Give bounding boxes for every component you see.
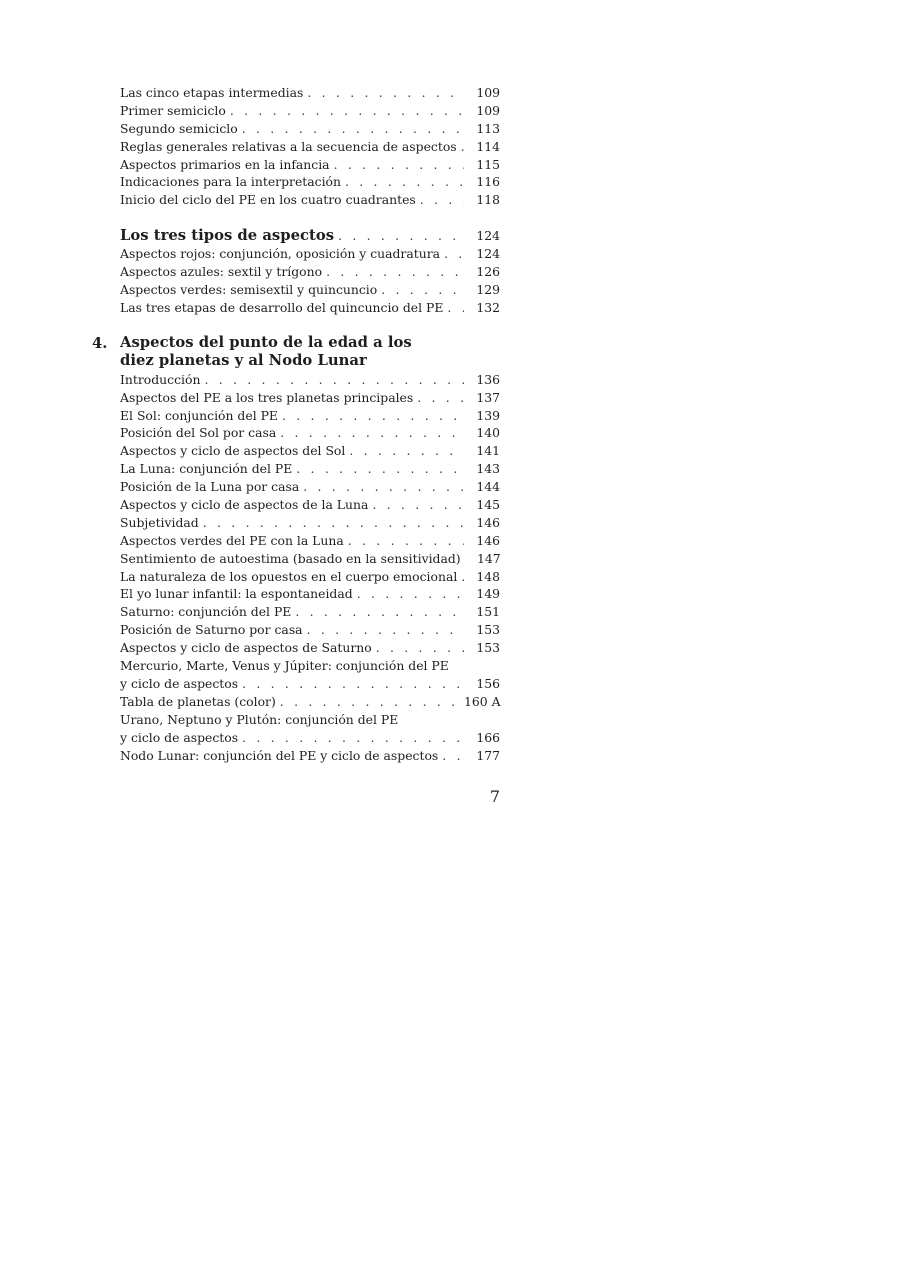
toc-entry-page: 143 <box>476 461 500 477</box>
toc-entry-continued <box>120 711 500 729</box>
toc-entry-title: Aspectos rojos: conjunción, oposición y cuadratura <box>120 246 441 262</box>
toc-entry-page: 146 <box>476 532 500 548</box>
toc-entry-page: 115 <box>476 156 500 172</box>
dot-leader <box>242 729 464 747</box>
dot-leader <box>203 514 464 532</box>
toc-entry <box>120 371 500 389</box>
toc-entry <box>120 102 500 120</box>
dot-leader <box>376 639 464 657</box>
toc-entry-page: 129 <box>476 282 500 298</box>
toc-entry-title: Subjetividad <box>120 514 199 530</box>
toc-entry <box>120 532 500 550</box>
toc-entry <box>120 245 500 263</box>
toc-entry-page: 126 <box>476 264 500 280</box>
toc-entry <box>120 299 500 317</box>
toc-entry-page: 140 <box>476 425 500 441</box>
dot-leader <box>357 585 464 603</box>
dot-leader <box>349 442 464 460</box>
toc-entry-title: Aspectos primarios en la infancia <box>120 156 330 172</box>
toc-entry <box>120 621 500 639</box>
toc-entry-page: 109 <box>476 102 500 118</box>
toc-entry-page: 156 <box>476 675 500 691</box>
toc-entry-continued <box>120 657 500 675</box>
toc-entry-title: Posición de Saturno por casa <box>120 622 303 638</box>
dot-leader <box>242 675 464 693</box>
dot-leader <box>307 621 464 639</box>
toc-entry <box>120 568 500 586</box>
toc-entry-title: Reglas generales relativas a la secuencia de aspectos <box>120 138 457 154</box>
toc-entry <box>120 424 500 442</box>
toc-entry-title: Aspectos y ciclo de aspectos del Sol <box>120 443 346 459</box>
toc-entry-title: Aspectos y ciclo de aspectos de la Luna <box>120 497 369 513</box>
toc-entry-title: Indicaciones para la interpretación <box>120 174 341 190</box>
toc-entry-title: Segundo semiciclo <box>120 120 238 136</box>
dot-leader <box>348 532 464 550</box>
toc-entry-title: Aspectos y ciclo de aspectos de Saturno <box>120 640 372 656</box>
chapter-number: 4. <box>92 334 108 352</box>
toc-entry <box>120 389 500 407</box>
toc-entry <box>120 138 500 156</box>
toc-entry-title: Tabla de planetas (color) <box>120 693 276 709</box>
toc-entry <box>120 263 500 281</box>
toc-entry-title: Aspectos verdes: semisextil y quincuncio <box>120 282 378 298</box>
dot-leader <box>444 245 464 263</box>
toc-entry-title: Las cinco etapas intermedias <box>120 85 304 100</box>
toc-entry-title: El yo lunar infantil: la espontaneidad <box>120 586 353 602</box>
toc-entry-title: Primer semiciclo <box>120 102 226 118</box>
toc-entry-title: Posición de la Luna por casa <box>120 479 300 495</box>
spacer <box>120 209 500 226</box>
dot-leader <box>296 460 464 478</box>
dot-leader <box>381 281 464 299</box>
toc-entry <box>120 442 500 460</box>
dot-leader <box>447 299 464 317</box>
toc-entry <box>120 460 500 478</box>
dot-leader <box>420 191 464 209</box>
dot-leader <box>372 496 464 514</box>
dot-leader <box>307 84 464 102</box>
toc-entry-title: Inicio del ciclo del PE en los cuatro cuadrantes <box>120 192 416 208</box>
toc-entry-page: 145 <box>476 497 500 513</box>
toc-entry-page: 144 <box>476 479 500 495</box>
toc-entry <box>120 281 500 299</box>
toc-entry <box>120 585 500 603</box>
toc-entry <box>120 550 500 568</box>
toc-entry-page: 166 <box>476 729 500 745</box>
toc-entry-title: Aspectos del PE a los tres planetas principales <box>120 389 414 405</box>
chapter-title: Aspectos del punto de la edad a los diez planetas y al Nodo Lunar <box>120 333 412 370</box>
toc-entry-page: 146 <box>476 514 500 530</box>
toc-entry-title: Aspectos azules: sextil y trígono <box>120 264 323 280</box>
toc-entry-page: 116 <box>476 174 500 190</box>
toc-entry-page: 160 A <box>464 693 501 709</box>
toc-chapter-4 <box>92 333 501 765</box>
dot-leader <box>230 102 464 120</box>
toc-entry-page: 124 <box>476 228 500 244</box>
toc-section-title: Los tres tipos de aspectos <box>120 227 335 245</box>
toc-entry-title: La naturaleza de los opuestos en el cuerpo emocional <box>120 568 458 584</box>
toc-entry-title: y ciclo de aspectos <box>120 675 239 691</box>
dot-leader <box>345 173 464 191</box>
toc-entry-page: 153 <box>476 640 500 656</box>
toc-entry <box>120 729 500 747</box>
toc-entry-title: Urano, Neptuno y Plutón: conjunción del PE <box>120 711 399 727</box>
toc-entry <box>120 639 500 657</box>
dot-leader <box>303 478 464 496</box>
dot-leader <box>242 120 464 138</box>
dot-leader <box>280 693 464 711</box>
toc-entry-page: 149 <box>476 586 500 602</box>
toc-entry <box>120 156 500 174</box>
toc-entry-page: 177 <box>476 747 500 763</box>
toc-entry-page: 132 <box>476 299 500 315</box>
toc-entry-title: Aspectos verdes del PE con la Luna <box>120 532 344 548</box>
dot-leader <box>295 603 464 621</box>
toc-entry <box>120 191 500 209</box>
toc-group-intermediate-stages <box>120 84 500 209</box>
dot-leader <box>326 263 464 281</box>
toc-entry <box>120 514 500 532</box>
dot-leader <box>417 389 464 407</box>
toc-entry-page: 147 <box>476 550 501 566</box>
toc-entry-title: Nodo Lunar: conjunción del PE y ciclo de aspectos <box>120 747 439 763</box>
toc-entry <box>120 173 500 191</box>
toc-entry-page: 153 <box>476 622 500 638</box>
toc-entry <box>120 407 500 425</box>
dot-leader <box>282 407 464 425</box>
toc-section-heading <box>120 226 500 245</box>
toc-entry-title: Sentimiento de autoestima (basado en la sensitividad) <box>120 550 461 566</box>
toc-entry-title: Posición del Sol por casa <box>120 425 277 441</box>
toc-entry-page: 114 <box>476 138 500 154</box>
toc-entry-title: Las tres etapas de desarrollo del quincuncio del PE <box>120 299 444 315</box>
toc-entry-title: El Sol: conjunción del PE <box>120 407 278 423</box>
toc-entry <box>120 84 500 102</box>
toc-entry-title: Introducción <box>120 371 201 387</box>
toc-entry-title: Saturno: conjunción del PE <box>120 604 292 620</box>
toc-entry <box>120 120 500 138</box>
dot-leader <box>442 747 464 765</box>
toc-entry-page: 136 <box>476 371 500 387</box>
toc-entry <box>120 693 500 711</box>
table-of-contents <box>92 84 501 764</box>
toc-entry-title: Mercurio, Marte, Venus y Júpiter: conjunción del PE <box>120 658 449 674</box>
toc-group-three-aspect-types <box>120 226 500 317</box>
toc-entry-page: 109 <box>476 85 500 100</box>
toc-entry-page: 113 <box>476 120 500 136</box>
toc-entry-page: 148 <box>476 568 500 584</box>
toc-entry-page: 139 <box>476 407 500 423</box>
toc-entry-title: y ciclo de aspectos <box>120 729 239 745</box>
toc-entry-page: 124 <box>476 246 500 262</box>
dot-leader <box>334 156 464 174</box>
toc-entry-page: 137 <box>476 389 500 405</box>
toc-entry <box>120 675 500 693</box>
toc-entry <box>120 478 500 496</box>
toc-entry <box>120 603 500 621</box>
toc-entry-title: La Luna: conjunción del PE <box>120 461 293 477</box>
toc-entry-page: 141 <box>476 443 500 459</box>
dot-leader <box>280 424 464 442</box>
dot-leader <box>338 226 464 245</box>
dot-leader <box>204 371 464 389</box>
toc-entry-page: 151 <box>476 604 500 620</box>
toc-entry <box>120 496 500 514</box>
page-number: 7 <box>489 787 500 806</box>
toc-entry <box>120 747 500 765</box>
spacer <box>120 317 500 334</box>
toc-entry-page: 118 <box>476 192 500 208</box>
